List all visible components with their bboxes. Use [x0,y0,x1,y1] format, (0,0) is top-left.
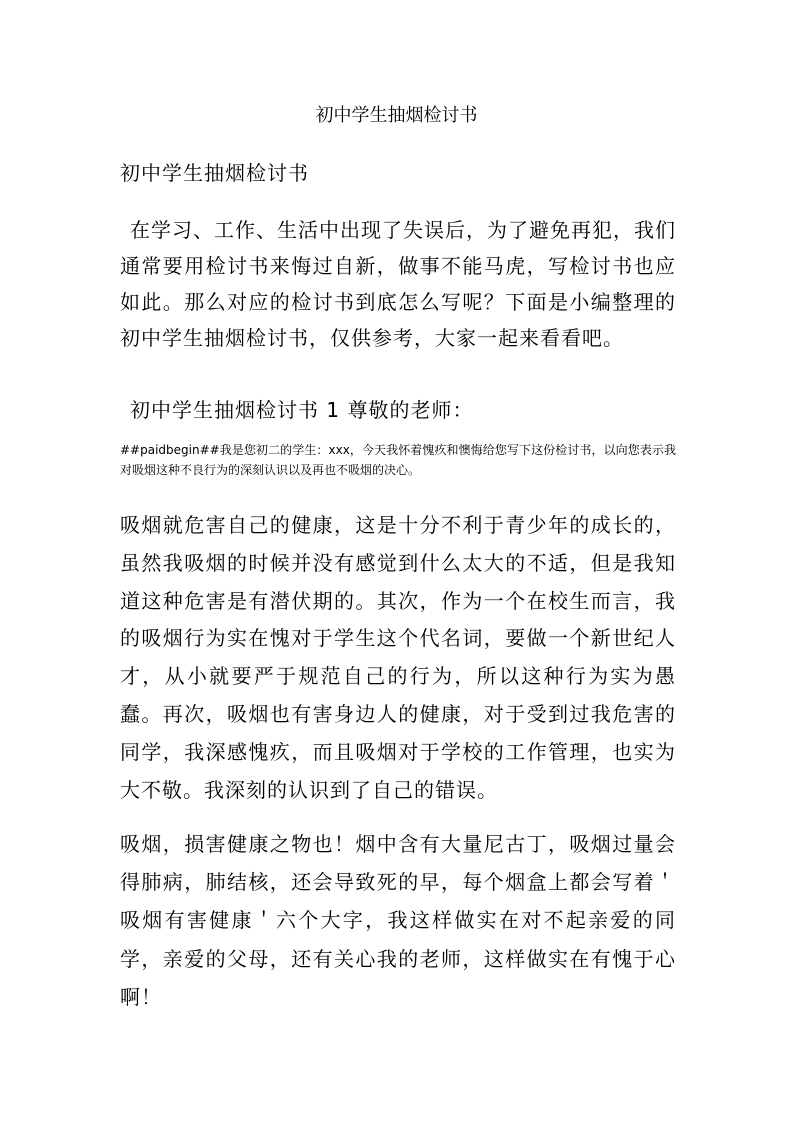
intro-paragraph: 在学习、工作、生活中出现了失误后，为了避免再犯，我们通常要用检讨书来悔过自新，做事不能马虎，写检讨书也应如此。那么对应的检讨书到底怎么写呢？下面是小编整理的初中学生抽烟检讨书，仅供参考，大家一起来看看吧。 [120,218,676,350]
document-subtitle: 初中学生抽烟检讨书 [120,161,309,185]
body-paragraph-2: 吸烟，损害健康之物也！烟中含有大量尼古丁，吸烟过量会得肺病，肺结核，还会导致死的早，每个烟盒上都会写着＇吸烟有害健康＇六个大字，我这样做实在对不起亲爱的同学，亲爱的父母，还有关心我的老师，这样做实在有愧于心啊！ [120,832,676,1009]
body-paragraph-1: 吸烟就危害自己的健康，这是十分不利于青少年的成长的，虽然我吸烟的时候并没有感觉到什么太大的不适，但是我知道这种危害是有潜伏期的。其次，作为一个在校生而言，我的吸烟行为实在愧对于学生这个代名词，要做一个新世纪人才，从小就要严于规范自己的行为，所以这种行为实为愚蠢。再次，吸烟也有害身边人的健康，对于受到过我危害的同学，我深感愧疚，而且吸烟对于学校的工作管理，也实为大不敬。我深刻的认识到了自己的错误。 [120,513,676,802]
section-heading-1: 初中学生抽烟检讨书 1 尊敬的老师： [130,398,474,422]
document-title: 初中学生抽烟检讨书 [315,105,478,126]
small-note-paragraph: ##paidbegin##我是您初二的学生：xxx，今天我怀着愧疚和懊悔给您写下这份检讨书，以向您表示我对吸烟这种不良行为的深刻认识以及再也不吸烟的决心。 [120,443,676,477]
